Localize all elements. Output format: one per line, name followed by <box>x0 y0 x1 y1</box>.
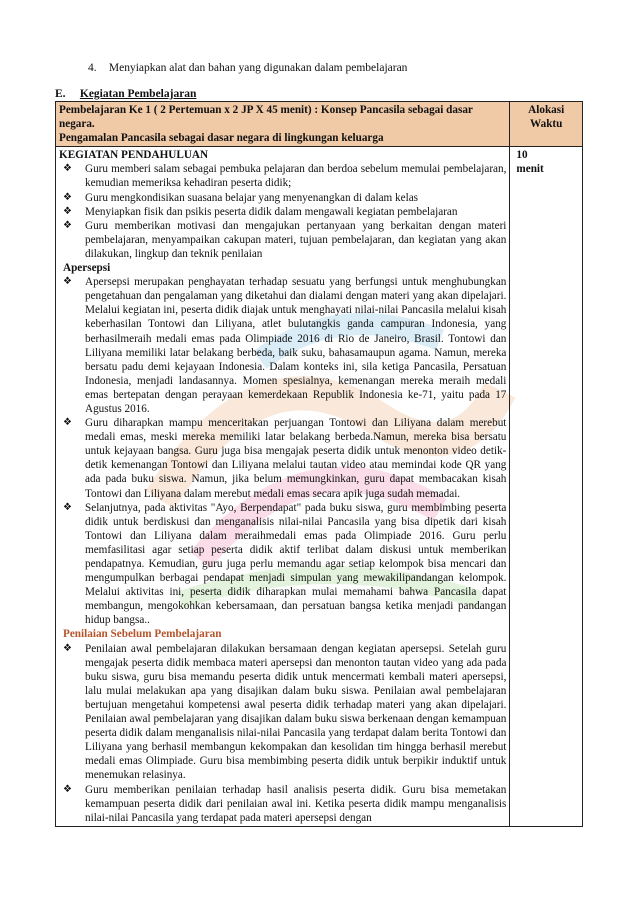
list-item <box>59 501 506 628</box>
list-item-text: Apersepsi merupakan penghayatan terhadap sesuatu yang berfungsi untuk menghubungkan pengetahuan dan pengalaman yang diketahui dan dialami dengan materi yang akan dipelajari. Melalui kegiatan ini, peserta didik diajak untuk menghayati nilai-nilai Pancasila melalui kisah keberhasilan Tontowi dan Liliyana, atlet bulutangkis ganda campuran Indonesia, yang berhasilmeraih medali emas pada Olimpiade 2016 di Rio de Janeiro, Brasil. Tontowi dan Liliyana memiliki latar belakang berbeda, baik suku, bahasamaupun agama. Namun, mereka bersatu padu demi kejayaan Indonesia. Dalam konteks ini, sila ketiga Pancasila, Persatuan Indonesia, menjadi landasannya. Momen spesialnya, kemenangan mereka meraih medali emas bertepatan dengan perayaan kemerdekaan Republik Indonesia ke-71, yaitu pada 17 Agustus 2016. <box>85 276 507 415</box>
diamond-bullet-icon: ❖ <box>63 417 72 429</box>
list-item <box>59 191 506 205</box>
list-item <box>59 275 506 416</box>
pendahuluan-title: KEGIATAN PENDAHULUAN <box>59 149 209 162</box>
allocation-value: 10 <box>516 149 528 162</box>
diamond-bullet-icon: ❖ <box>63 219 72 231</box>
section-heading <box>55 88 196 100</box>
header-lesson-cell <box>56 102 510 147</box>
list-item-text: Guru memberikan penilaian terhadap hasil analisis peserta didik. Guru bisa memetakan kemampuan peserta didik dari penilaian awal ini. Ketika peserta didik mampu menganalisis nilai-nilai Pancasila yang terdapat pada materi apersepsi dengan <box>85 783 507 824</box>
table-header-row <box>56 102 583 147</box>
list-item-text: Selanjutnya, pada aktivitas "Ayo, Berpendapat" pada buku siswa, guru membimbing peserta didik untuk berdiskusi dan menganalisis nilai-nilai Pancasila yang bisa dipetik dari kisah Tontowi dan Liliyana dalam meraihmedali emas pada Olimpiade 2016. Guru perlu memfasilitasi agar setiap peserta didik aktif terlibat dalam diskusi untuk memberikan pendapatnya. Kemudian, guru juga perlu memandu agar setiap kelompok bisa mencari dan mengumpulkan berbagai pendapat menjadi simpulan yang mewakilipandangan kelompok. Melalui aktivitas ini, peserta didik diharapkan mulai memahami bahwa Pancasila dapat membangun, mengokohkan kebersamaan, dan persatuan bangsa ketika menjadi pandangan hidup bangsa.. <box>85 501 507 627</box>
list-item-text: Menyiapkan fisik dan psikis peserta didik dalam mengawali kegiatan pembelajaran <box>85 205 458 218</box>
prep-item-text: Menyiapkan alat dan bahan yang digunakan dalam pembelajaran <box>108 62 408 74</box>
table-body-row <box>56 147 583 827</box>
list-item <box>59 642 506 783</box>
header-allocation-line1: Alokasi <box>528 104 565 116</box>
list-item <box>59 783 506 825</box>
diamond-bullet-icon: ❖ <box>63 163 72 175</box>
prep-item-number: 4. <box>88 62 97 74</box>
prep-item-4 <box>88 62 407 74</box>
list-item <box>59 219 506 261</box>
list-item-text: Guru mengkondisikan suasana belajar yang menyenangkan di dalam kelas <box>85 191 419 204</box>
diamond-bullet-icon: ❖ <box>63 205 72 217</box>
diamond-bullet-icon: ❖ <box>63 191 72 203</box>
pendahuluan-list <box>59 162 506 261</box>
allocation-unit: menit <box>516 163 544 176</box>
header-allocation-line2: Waktu <box>530 118 563 131</box>
list-item-text: Penilaian awal pembelajaran dilakukan bersamaan dengan kegiatan apersepsi. Setelah guru mengajak peserta didik membaca materi apersepsi dan menonton tautan video yang ada pada buku siswa, guru bisa memandu peserta didik untuk mencermati kembali materi apersepsi, lalu mulai melakukan apa yang disajikan dalam buku siswa. Penilaian awal pembelajaran bertujuan mengetahui kompetensi awal peserta didik terhadap materi yang akan dipelajari. Penilaian awal pembelajaran yang disajikan dalam buku siswa berkenaan dengan kemampuan peserta didik dalam menganalisis nilai-nilai Pancasila yang terdapat dalam berita Tontowi dan Liliyana yang berhasil membangun kekompakan dan kesolidan tim hingga berhasil merebut medali emas Olimpiade. Guru bisa membimbing peserta didik untuk berpikir induktif untuk menemukan relasinya. <box>85 642 507 782</box>
list-item <box>59 416 506 501</box>
section-label: E. <box>55 88 66 100</box>
section-title: Kegiatan Pembelajaran <box>79 88 197 100</box>
list-item-text: Guru diharapkan mampu menceritakan perjuangan Tontowi dan Liliyana dalam merebut medali emas, meski mereka memiliki latar belakang berbeda.Namun, mereka bisa bersatu untuk kejayaan bangsa. Guru juga bisa mengajak peserta didik untuk menonton video detik-detik kemenangan Tontowi dan Liliyana melalui tautan video atau memindai kode QR yang ada pada buku siswa. Namun, jika belum memungkinkan, guru dapat membacakan kisah Tontowi dan Liliyana dalam merebut medali emas secara apik juga sudah memadai. <box>85 417 507 500</box>
apersepsi-title: Apersepsi <box>63 262 111 275</box>
header-allocation-cell <box>510 102 583 147</box>
diamond-bullet-icon: ❖ <box>63 276 72 288</box>
diamond-bullet-icon: ❖ <box>63 642 72 654</box>
list-item <box>59 162 506 190</box>
diamond-bullet-icon: ❖ <box>63 783 72 795</box>
penilaian-title: Penilaian Sebelum Pembelajaran <box>63 628 222 641</box>
learning-activities-table <box>55 101 583 827</box>
apersepsi-list <box>59 275 506 627</box>
diamond-bullet-icon: ❖ <box>63 501 72 513</box>
activities-cell <box>56 147 510 827</box>
list-item-text: Guru memberi salam sebagai pembuka pelajaran dan berdoa sebelum memulai pembelajaran, kemudian memeriksa kehadiran peserta didik; <box>85 163 507 190</box>
list-item-text: Guru memberikan motivasi dan mengajukan pertanyaan yang berkaitan dengan materi pembelajaran, menyampaikan cakupan materi, tujuan pembelajaran, dan kegiatan yang akan dilakukan, lingkup dan teknik penilaian <box>85 219 507 260</box>
header-lesson-subtitle: Pengamalan Pancasila sebagai dasar negara di lingkungan keluarga <box>59 132 384 145</box>
allocation-cell <box>510 147 583 827</box>
list-item <box>59 205 506 219</box>
penilaian-list <box>59 642 506 825</box>
header-lesson-title: Pembelajaran Ke 1 ( 2 Pertemuan x 2 JP X 45 menit) : Konsep Pancasila sebagai dasar negara. <box>59 104 473 131</box>
